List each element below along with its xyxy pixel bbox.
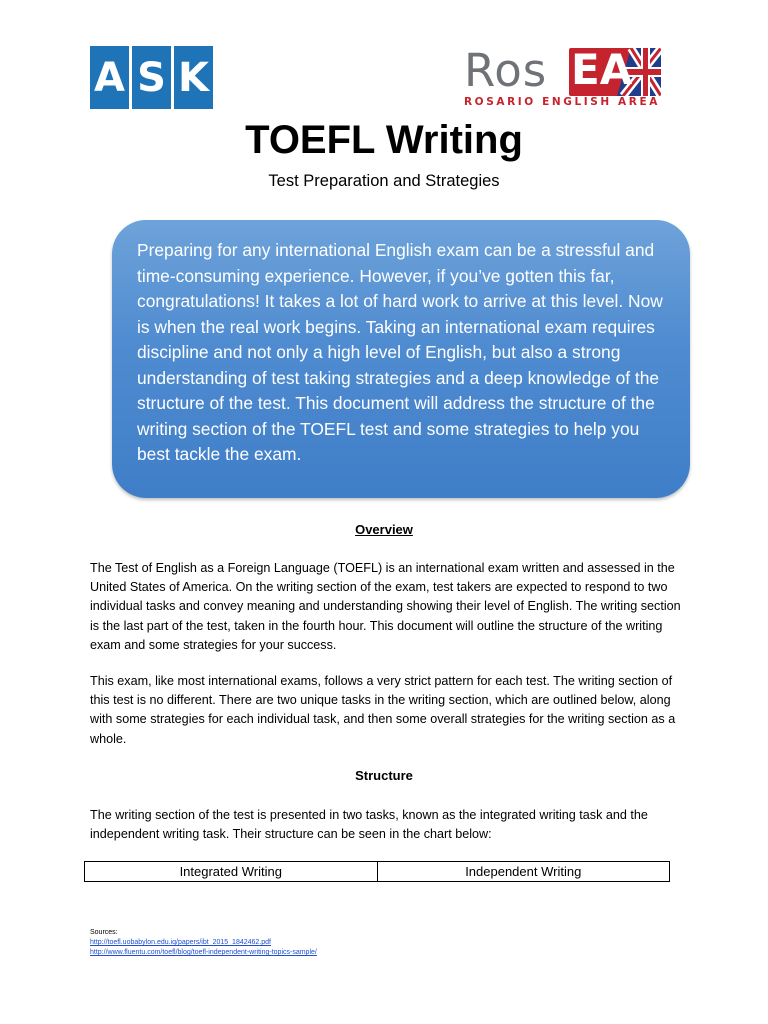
overview-paragraph-1: The Test of English as a Foreign Language (TOEFL) is an international exam written and assessed in the United States of America. On the writing section of the exam, test takers are expected to respond to two individual tasks and convey meaning and understanding showing their level of English. The writing section is the last part of the test, taken in the fourth hour. This document will outline the structure of the writing exam and some strategies for your success.	[90, 561, 681, 652]
overview-heading: Overview	[355, 522, 413, 537]
intro-callout	[112, 220, 690, 498]
overview-paragraph-2: This exam, like most international exams, follows a very strict pattern for each test. The writing section of this test is no different. There are two unique tasks in the writing section, which are outlined below, along with some strategies for each individual task, and then some overall strategies for the writing section as a whole.	[90, 674, 676, 746]
ask-logo-letter-s: S	[132, 46, 171, 109]
ask-logo-letter-a: A	[90, 46, 129, 109]
structure-table	[84, 861, 670, 882]
table-header-integrated-writing: Integrated Writing	[179, 864, 282, 879]
structure-heading: Structure	[355, 768, 413, 783]
rosea-logo-tagline: ROSARIO ENGLISH AREA	[464, 96, 660, 108]
structure-paragraph: The writing section of the test is presented in two tasks, known as the integrated writing task and the independent writing task. Their structure can be seen in the chart below:	[90, 808, 648, 842]
source-link-2[interactable]: http://www.fluentu.com/toefl/blog/toefl-independent-writing-topics-sample/	[90, 949, 317, 956]
source-link-1[interactable]: http://toefl.uobabylon.edu.iq/papers/ibt_2015_1842462.pdf	[90, 939, 271, 946]
document-subtitle: Test Preparation and Strategies	[268, 172, 500, 190]
ask-logo-letter-k: K	[174, 46, 213, 109]
ask-logo	[90, 46, 213, 109]
rosea-logo-ros: Ros	[464, 44, 548, 97]
sources-footnote	[90, 928, 317, 958]
sources-label: Sources:	[90, 929, 118, 936]
rosea-logo-ea: EA	[571, 48, 633, 94]
rosea-logo-ea-block	[569, 48, 661, 96]
intro-callout-text: Preparing for any international English exam can be a stressful and time-consuming experience. However, if you’ve gotten this far, congratulations! It takes a lot of hard work to arrive at this level. Now is when the real work begins. Taking an international exam requires discipline and not only a high level of English, but also a strong understanding of test taking strategies and a deep knowledge of the structure of the test. This document will address the structure of the writing section of the TOEFL test and some strategies to help you best tackle the exam.	[137, 240, 663, 464]
document-title: TOEFL Writing	[245, 118, 523, 162]
table-header-independent-writing: Independent Writing	[377, 862, 670, 881]
rosea-logo	[464, 46, 664, 112]
